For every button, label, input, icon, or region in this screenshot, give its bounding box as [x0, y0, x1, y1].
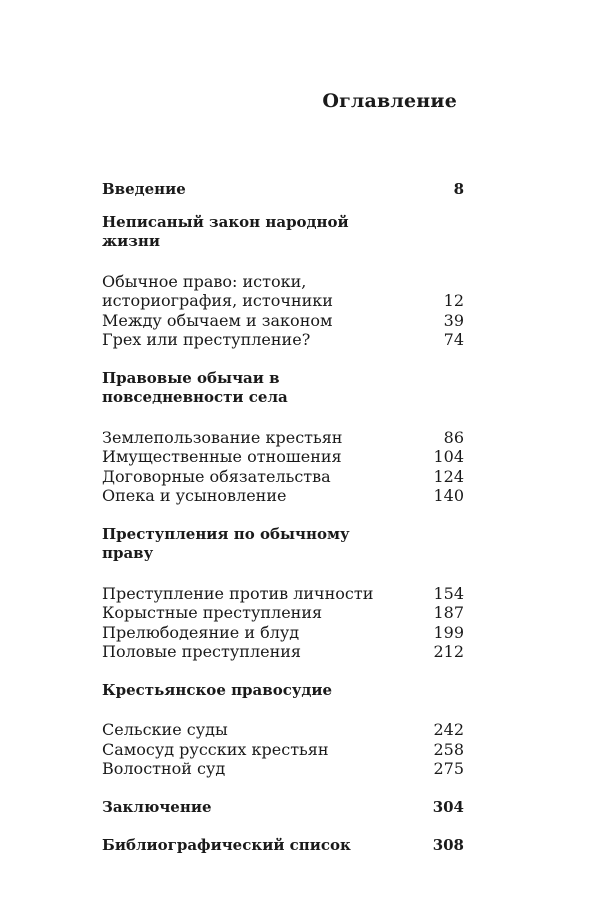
toc-entry-page: 104	[433, 447, 464, 466]
toc-entry-label: Между обычаем и законом	[102, 310, 333, 330]
toc-entry-label: Прелюбодеяние и блуд	[102, 622, 300, 642]
toc-entry-page: 258	[433, 739, 464, 759]
toc-entry	[102, 447, 464, 467]
toc-entry	[102, 623, 464, 643]
toc-entry	[102, 584, 464, 604]
toc-entry-page: 199	[433, 622, 464, 642]
toc-entry-label: Волостной суд	[102, 759, 226, 778]
toc-entry-page: 140	[433, 486, 464, 505]
toc-part-heading	[102, 525, 464, 564]
toc-entry-bibliography	[102, 836, 464, 856]
toc-entry	[102, 272, 464, 311]
toc-entry-label: Крестьянское правосудие	[102, 680, 333, 699]
page-title: Оглавление	[322, 90, 457, 112]
toc-entry-label: Половые преступления	[102, 642, 301, 661]
toc-entry-page: 187	[433, 603, 464, 622]
toc-entry-label: Обычное право: истоки, историография, источники	[102, 271, 333, 310]
toc-entry-page: 39	[443, 310, 464, 330]
toc-entry-page: 12	[443, 291, 464, 310]
toc-entry-page: 74	[443, 330, 464, 349]
toc-entry-label: Неписаный закон народной жизни	[102, 212, 349, 250]
table-of-contents	[102, 180, 464, 856]
toc-entry-label: Преступление против личности	[102, 583, 374, 603]
toc-entry-label: Корыстные преступления	[102, 603, 323, 622]
toc-entry	[102, 311, 464, 331]
toc-entry-label: Договорные обязательства	[102, 466, 331, 486]
toc-entry-label: Грех или преступление?	[102, 330, 311, 349]
toc-part-heading	[102, 681, 464, 701]
toc-entry-page: 8	[453, 180, 464, 198]
toc-entry-label: Имущественные отношения	[102, 447, 342, 466]
toc-entry-page: 86	[443, 427, 464, 447]
toc-entry-page: 242	[433, 720, 464, 739]
toc-entry	[102, 720, 464, 740]
toc-entry-label: Правовые обычаи в повседневности села	[102, 368, 288, 406]
toc-entry-page: 154	[433, 583, 464, 603]
toc-entry-page: 308	[432, 836, 464, 854]
toc-entry-label: Преступления по обычному праву	[102, 524, 350, 562]
toc-entry-introduction	[102, 180, 464, 200]
toc-entry-label: Заключение	[102, 797, 212, 816]
toc-part-heading	[102, 213, 464, 252]
toc-entry	[102, 330, 464, 350]
toc-entry-label: Опека и усыновление	[102, 486, 287, 505]
toc-entry-page: 304	[432, 797, 464, 816]
toc-entry-label: Библиографический список	[102, 836, 351, 854]
toc-entry	[102, 486, 464, 506]
toc-entry-page: 124	[433, 466, 464, 486]
toc-entry-page: 275	[433, 759, 464, 778]
toc-entry-label: Землепользование крестьян	[102, 427, 343, 447]
toc-entry-label: Самосуд русских крестьян	[102, 739, 329, 759]
toc-entry	[102, 642, 464, 662]
toc-entry-page: 212	[433, 642, 464, 661]
toc-entry	[102, 603, 464, 623]
toc-entry	[102, 759, 464, 779]
toc-entry-label: Введение	[102, 180, 186, 198]
toc-part-heading	[102, 369, 464, 408]
toc-entry	[102, 467, 464, 487]
toc-entry-label: Сельские суды	[102, 720, 228, 739]
toc-entry	[102, 740, 464, 760]
toc-entry-conclusion	[102, 798, 464, 818]
toc-entry	[102, 428, 464, 448]
